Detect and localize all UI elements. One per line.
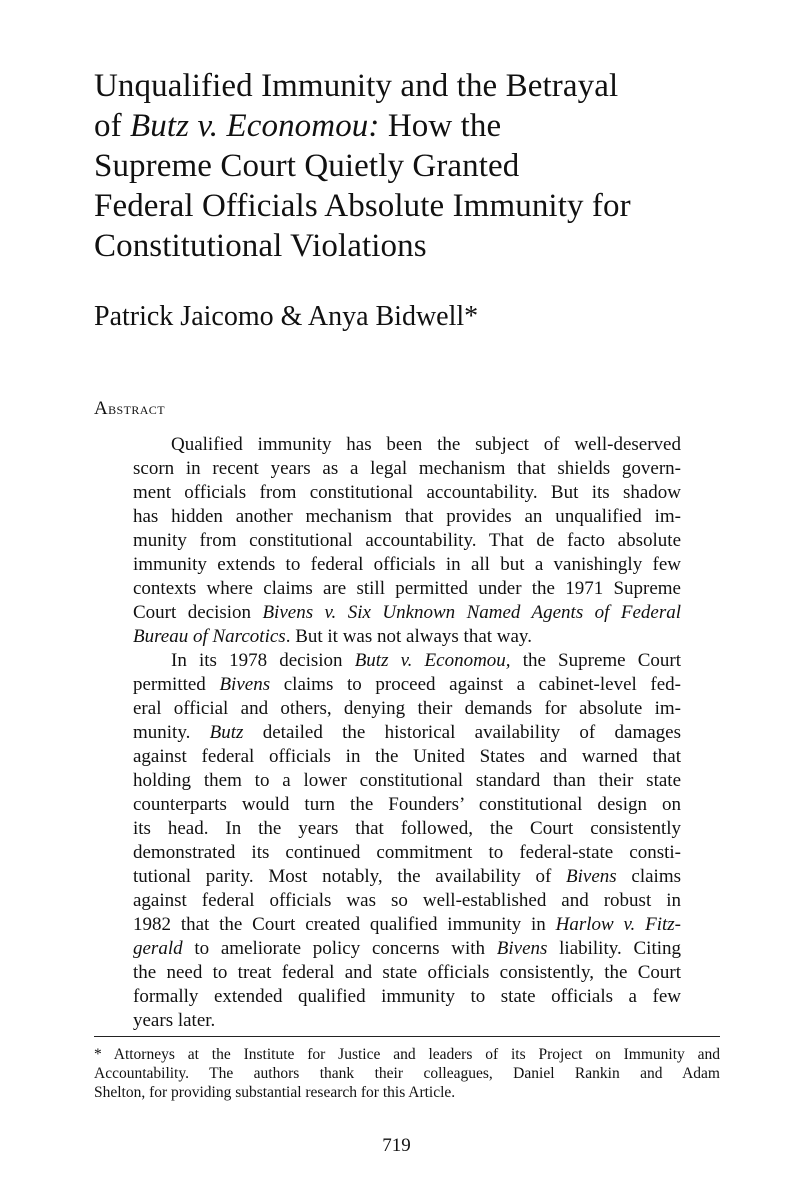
text-run: Constitutional Violations	[94, 228, 427, 264]
abstract-line	[133, 721, 681, 745]
abstract-line	[133, 673, 681, 697]
title-line	[94, 146, 734, 186]
italic-case-name: Butz	[209, 722, 244, 743]
abstract-line	[133, 889, 681, 913]
abstract-line	[133, 457, 681, 481]
title-line	[94, 106, 734, 146]
abstract-line	[133, 601, 681, 625]
text-run: Federal Officials Absolute Immunity for	[94, 188, 631, 224]
text-run: munity from constitutional accountability. That de facto absolute	[133, 530, 681, 551]
footnote-line: * Attorneys at the Institute for Justice and leaders of its Project on Immunity and	[94, 1046, 720, 1063]
title-line	[94, 226, 734, 266]
abstract-line	[133, 937, 681, 961]
text-run: eral official and others, denying their demands for absolute im-	[133, 698, 681, 719]
text-run: scorn in recent years as a legal mechanism that shields govern-	[133, 458, 681, 479]
text-run: immunity extends to federal officials in all but a vanishingly few	[133, 554, 681, 575]
abstract-line	[133, 865, 681, 889]
article-title	[94, 66, 734, 266]
abstract-line	[133, 793, 681, 817]
abstract-line	[133, 649, 681, 673]
abstract-line	[133, 553, 681, 577]
text-run: claims	[616, 866, 681, 887]
abstract-line	[133, 481, 681, 505]
text-run: the Supreme Court	[510, 650, 682, 671]
abstract-line	[133, 913, 681, 937]
italic-case-name: Butz v. Economou,	[354, 650, 511, 671]
text-run: In its 1978 decision	[171, 650, 355, 671]
text-run: of	[94, 108, 131, 144]
abstract-line	[133, 433, 681, 457]
text-run: the need to treat federal and state officials consistently, the Court	[133, 962, 681, 983]
article-authors: Patrick Jaicomo & Anya Bidwell*	[94, 301, 479, 332]
italic-case-name: Bivens	[219, 674, 271, 695]
abstract-line	[133, 625, 681, 649]
text-run: detailed the historical availability of damages	[243, 722, 682, 743]
title-line	[94, 66, 734, 106]
abstract-line	[133, 505, 681, 529]
text-run: counterparts would turn the Founders’ constitutional design on	[133, 794, 681, 815]
abstract-line	[133, 745, 681, 769]
abstract-line	[133, 1009, 681, 1033]
abstract-line	[133, 529, 681, 553]
italic-case-name: Bivens	[566, 866, 617, 887]
text-run: Unqualified Immunity and the Betrayal	[94, 68, 619, 104]
abstract-body	[133, 433, 681, 1033]
author-footnote	[94, 1045, 720, 1102]
text-run: claims to proceed against a cabinet-level fed-	[270, 674, 682, 695]
text-run: to ameliorate policy concerns with	[182, 938, 497, 959]
text-run: munity.	[133, 722, 210, 743]
text-run: contexts where claims are still permitted under the 1971 Supreme	[133, 578, 681, 599]
abstract-paragraph	[133, 433, 681, 649]
abstract-heading-rest: bstract	[108, 399, 165, 418]
text-run: its head. In the years that followed, the Court consistently	[133, 818, 681, 839]
abstract-line	[133, 841, 681, 865]
italic-case-name: Bivens v. Six Unknown Named Agents of Federal	[262, 602, 681, 623]
text-run: Qualified immunity has been the subject of well-deserved	[171, 434, 681, 455]
footnote-line: Accountability. The authors thank their colleagues, Daniel Rankin and Adam	[94, 1065, 720, 1082]
abstract-line	[133, 817, 681, 841]
text-run: ment officials from constitutional accountability. But its shadow	[133, 482, 681, 503]
abstract-line	[133, 769, 681, 793]
text-run: has hidden another mechanism that provides an unqualified im-	[133, 506, 681, 527]
italic-case-name: Bivens	[496, 938, 548, 959]
text-run: Court decision	[133, 602, 263, 623]
abstract-line	[133, 961, 681, 985]
text-run: permitted	[133, 674, 220, 695]
abstract-heading	[94, 397, 165, 421]
footnote-divider	[94, 1036, 720, 1037]
abstract-line	[133, 985, 681, 1009]
italic-case-name: gerald	[133, 938, 183, 959]
text-run: demonstrated its continued commitment to federal-state consti-	[133, 842, 681, 863]
text-run: Supreme Court Quietly Granted	[94, 148, 520, 184]
abstract-line	[133, 577, 681, 601]
text-run: How the	[379, 108, 502, 144]
italic-case-name: Butz v. Economou:	[130, 108, 380, 144]
text-run: tutional parity. Most notably, the availability of	[133, 866, 567, 887]
italic-case-name: Harlow v. Fitz-	[555, 914, 681, 935]
abstract-paragraph	[133, 649, 681, 1033]
text-run: against federal officials in the United States and warned that	[133, 746, 681, 767]
text-run: years later.	[133, 1010, 216, 1031]
text-run: liability. Citing	[547, 938, 681, 959]
abstract-heading-initial: A	[94, 398, 109, 419]
footnote-line: Shelton, for providing substantial research for this Article.	[94, 1084, 456, 1101]
page-number: 719	[382, 1135, 411, 1156]
title-line	[94, 186, 734, 226]
text-run: 1982 that the Court created qualified immunity in	[133, 914, 556, 935]
text-run: holding them to a lower constitutional standard than their state	[133, 770, 681, 791]
text-run: formally extended qualified immunity to state officials a few	[133, 986, 681, 1007]
text-run: against federal officials was so well-established and robust in	[133, 890, 681, 911]
italic-case-name: Bureau of Narcotics	[133, 626, 286, 647]
abstract-line	[133, 697, 681, 721]
text-run: . But it was not always that way.	[285, 626, 532, 647]
